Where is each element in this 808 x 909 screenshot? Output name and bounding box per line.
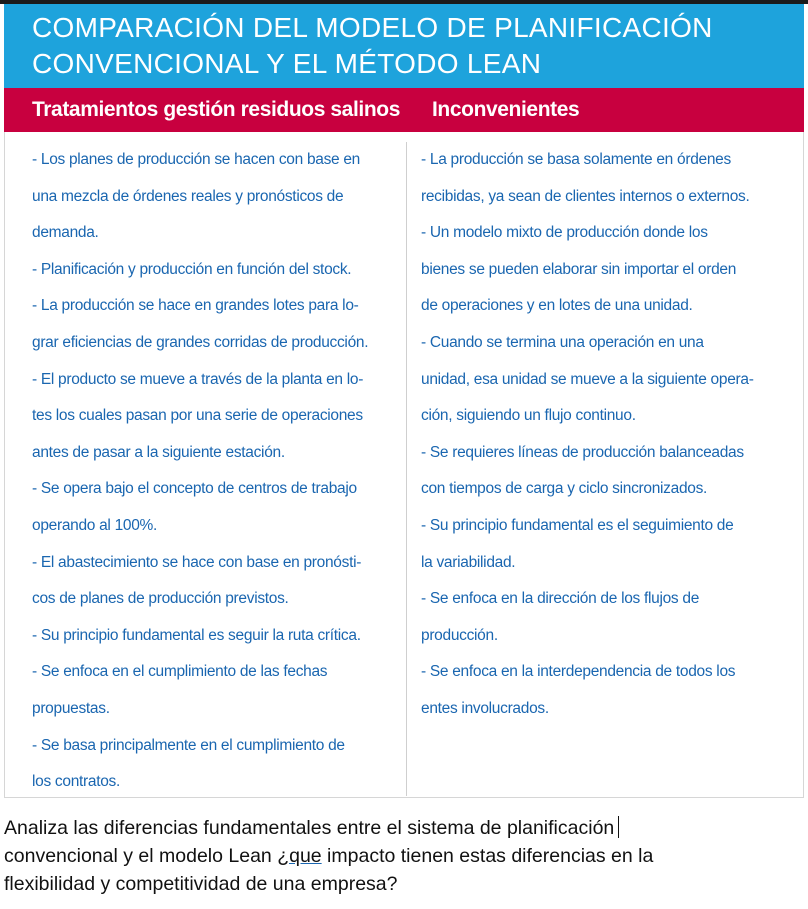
- right-column-line: recibidas, ya sean de clientes internos o externos.: [421, 187, 750, 205]
- right-column-line: - Se requieres líneas de producción balanceadas: [421, 443, 744, 461]
- right-column-line: ción, siguiendo un flujo continuo.: [421, 407, 636, 425]
- left-column-line: operando al 100%.: [32, 516, 158, 534]
- right-column-line: entes involucrados.: [421, 699, 549, 717]
- right-column-line: de operaciones y en lotes de una unidad.: [421, 297, 693, 315]
- question-line-2: [4, 842, 804, 870]
- table-body: [4, 132, 804, 798]
- text-cursor: [618, 816, 619, 838]
- left-column-line: - Su principio fundamental es seguir la ruta crítica.: [32, 626, 361, 644]
- table-header: [4, 88, 804, 132]
- right-column-line: bienes se pueden elaborar sin importar el orden: [421, 260, 737, 278]
- right-column-line: producción.: [421, 626, 498, 644]
- left-column-line: - El abastecimiento se hace con base en pronósti-: [32, 553, 362, 571]
- question-line-1-text: Analiza las diferencias fundamentales entre el sistema de planificación: [4, 817, 615, 839]
- title-line-2: CONVENCIONAL Y EL MÉTODO LEAN: [32, 48, 542, 79]
- right-column-line: - La producción se basa solamente en órdenes: [421, 151, 731, 168]
- right-column-line: - Su principio fundamental es el seguimiento de: [421, 516, 734, 534]
- right-column-line: - Un modelo mixto de producción donde los: [421, 224, 708, 242]
- left-column-line: tes los cuales pasan por una serie de operaciones: [32, 407, 363, 425]
- left-column-line: demanda.: [32, 224, 99, 242]
- left-column-line: - La producción se hace en grandes lotes para lo-: [32, 297, 359, 315]
- right-column-line: - Se enfoca en la interdependencia de todos los: [421, 663, 736, 681]
- spellcheck-underlined-word: ¿que: [277, 845, 322, 867]
- left-column-line: los contratos.: [32, 773, 120, 791]
- left-column-line: - Planificación y producción en función del stock.: [32, 260, 352, 278]
- right-column: [421, 142, 799, 728]
- right-column-line: la variabilidad.: [421, 553, 516, 571]
- right-column-line: - Cuando se termina una operación en una: [421, 333, 704, 351]
- left-column-line: - El producto se mueve a través de la planta en lo-: [32, 370, 364, 388]
- question-line-2-pre: convencional y el modelo Lean: [4, 845, 278, 867]
- left-column-line: cos de planes de producción previstos.: [32, 590, 289, 608]
- title-line-1: COMPARACIÓN DEL MODELO DE PLANIFICACIÓN: [32, 12, 713, 43]
- question-line-1: [4, 814, 804, 842]
- title-banner: [4, 4, 804, 88]
- right-column-line: con tiempos de carga y ciclo sincronizados.: [421, 480, 708, 498]
- header-left: Tratamientos gestión residuos salinos: [32, 98, 400, 121]
- header-right: Inconvenientes: [432, 98, 580, 121]
- right-column-line: unidad, esa unidad se mueve a la siguiente opera-: [421, 370, 754, 388]
- question-text: [4, 814, 804, 898]
- question-line-3: flexibilidad y competitividad de una empresa?: [4, 873, 398, 895]
- left-column-line: una mezcla de órdenes reales y pronósticos de: [32, 187, 344, 205]
- left-column-line: - Los planes de producción se hacen con base en: [32, 151, 360, 168]
- right-column-line: - Se enfoca en la dirección de los flujos de: [421, 590, 700, 608]
- left-column-line: grar eficiencias de grandes corridas de producción.: [32, 333, 369, 351]
- left-column-line: propuestas.: [32, 699, 110, 717]
- left-column: [32, 142, 402, 801]
- column-divider: [406, 142, 407, 796]
- question-line-2-post: impacto tienen estas diferencias en la: [321, 845, 654, 867]
- left-column-line: - Se enfoca en el cumplimiento de las fechas: [32, 663, 328, 681]
- left-column-line: - Se opera bajo el concepto de centros de trabajo: [32, 480, 357, 498]
- left-column-line: antes de pasar a la siguiente estación.: [32, 443, 285, 461]
- left-column-line: - Se basa principalmente en el cumplimiento de: [32, 736, 345, 754]
